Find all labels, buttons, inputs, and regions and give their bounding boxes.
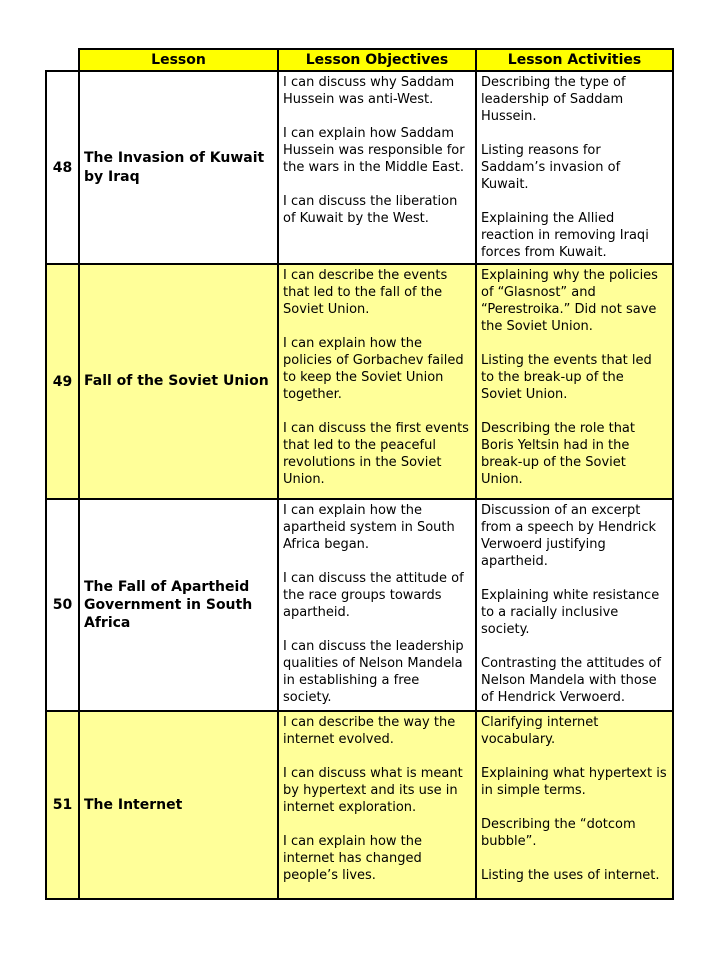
lesson-activities [476, 71, 673, 264]
activitie-item: Explaining the Allied reaction in removing Iraqi forces from Kuwait. [481, 211, 649, 260]
lesson-number: 50 [46, 499, 79, 711]
lesson-number: 49 [46, 264, 79, 499]
objective-item: I can discuss why Saddam Hussein was anti-West. [283, 75, 455, 107]
activitie-item: Clarifying internet vocabulary. [481, 715, 599, 747]
column-header-activities: Lesson Activities [476, 49, 673, 71]
activitie-item: Explaining white resistance to a racially inclusive society. [481, 588, 660, 637]
activitie-item: Listing the uses of internet. [481, 868, 660, 883]
lesson-title: The Invasion of Kuwait by Iraq [79, 71, 278, 264]
objective-item: I can describe the events that led to the fall of the Soviet Union. [283, 268, 448, 317]
activitie-item: Contrasting the attitudes of Nelson Mandela with those of Hendrick Verwoerd. [481, 656, 662, 705]
objective-item: I can discuss the first events that led to the peaceful revolutions in the Soviet Union. [283, 421, 469, 487]
lesson-table [45, 48, 674, 900]
objective-item: I can discuss the attitude of the race groups towards apartheid. [283, 571, 464, 620]
lesson-row [46, 264, 673, 499]
lesson-row [46, 711, 673, 899]
lesson-number: 48 [46, 71, 79, 264]
activitie-item: Explaining why the policies of “Glasnost” and “Perestroika.” Did not save the Soviet Union. [481, 268, 658, 334]
lesson-title: The Fall of Apartheid Government in South Africa [79, 499, 278, 711]
header-row [46, 49, 673, 71]
activitie-item: Explaining what hypertext is in simple terms. [481, 766, 667, 798]
activitie-item: Describing the “dotcom bubble”. [481, 817, 636, 849]
column-header-lesson: Lesson [79, 49, 278, 71]
objective-item: I can discuss the leadership qualities of Nelson Mandela in establishing a free society. [283, 639, 464, 705]
activitie-item: Listing the events that led to the break-up of the Soviet Union. [481, 353, 652, 402]
lesson-number: 51 [46, 711, 79, 899]
activitie-item: Discussion of an excerpt from a speech by Hendrick Verwoerd justifying apartheid. [481, 503, 656, 569]
lesson-objectives [278, 499, 476, 711]
objective-item: I can explain how the policies of Gorbachev failed to keep the Soviet Union together. [283, 336, 464, 402]
activitie-item: Listing reasons for Saddam’s invasion of Kuwait. [481, 143, 621, 192]
corner-cell [46, 49, 79, 71]
objective-item: I can explain how the internet has changed people’s lives. [283, 834, 423, 883]
lesson-row [46, 71, 673, 264]
objective-item: I can explain how Saddam Hussein was responsible for the wars in the Middle East. [283, 126, 465, 175]
activitie-item: Describing the role that Boris Yeltsin had in the break-up of the Soviet Union. [481, 421, 635, 487]
activitie-item: Describing the type of leadership of Saddam Hussein. [481, 75, 626, 124]
column-header-objectives: Lesson Objectives [278, 49, 476, 71]
lesson-activities [476, 499, 673, 711]
lesson-objectives [278, 71, 476, 264]
lesson-activities [476, 264, 673, 499]
lesson-objectives [278, 711, 476, 899]
objective-item: I can discuss what is meant by hypertext and its use in internet exploration. [283, 766, 463, 815]
objective-item: I can explain how the apartheid system in South Africa began. [283, 503, 455, 552]
lesson-row [46, 499, 673, 711]
table-body [46, 71, 673, 899]
objective-item: I can discuss the liberation of Kuwait by the West. [283, 194, 458, 226]
lesson-activities [476, 711, 673, 899]
objective-item: I can describe the way the internet evolved. [283, 715, 456, 747]
lesson-title: The Internet [79, 711, 278, 899]
lesson-title: Fall of the Soviet Union [79, 264, 278, 499]
lesson-objectives [278, 264, 476, 499]
